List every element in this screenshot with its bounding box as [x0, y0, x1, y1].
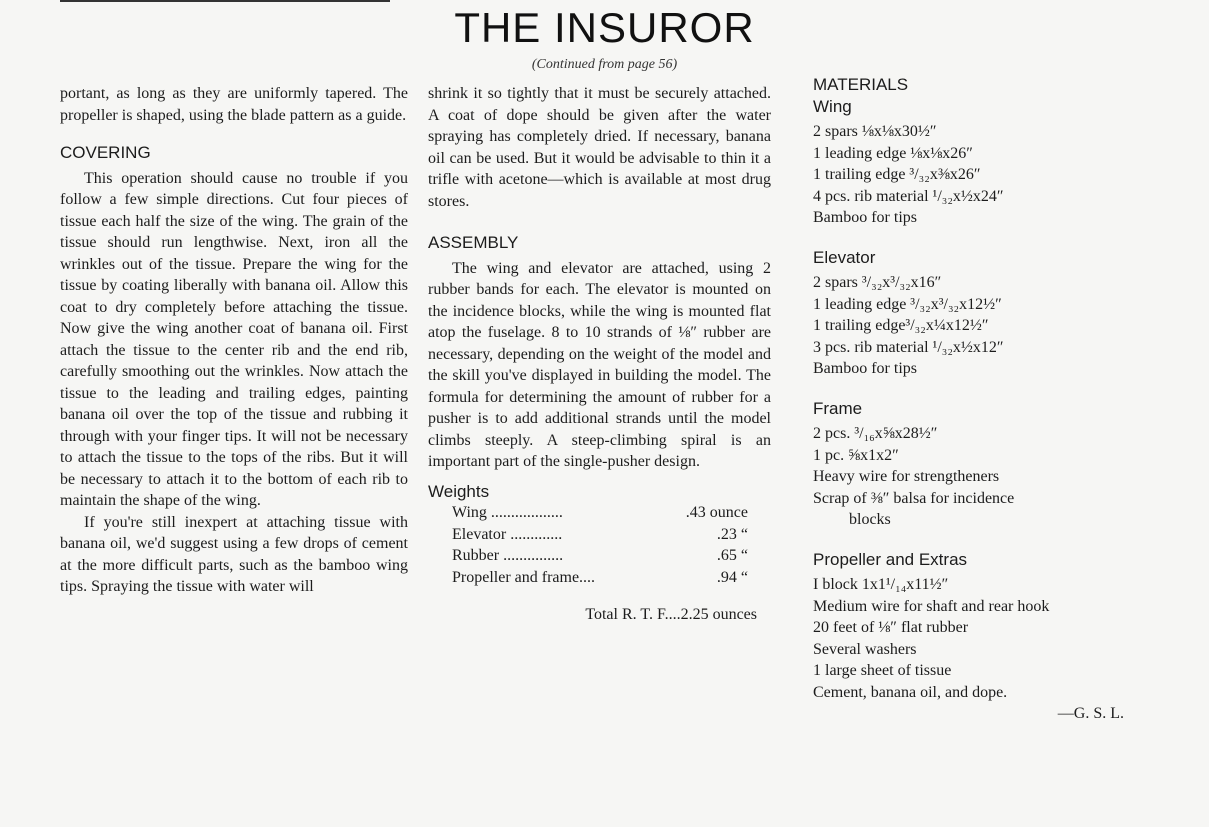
- material-line: Bamboo for tips: [813, 360, 917, 377]
- frame-heading: Frame: [813, 398, 863, 418]
- material-line: I block 1x1¹/₁₄x11½″: [813, 576, 949, 593]
- weights-row: [452, 545, 748, 567]
- top-rule: [60, 0, 390, 2]
- continued-note: (Continued from page 56): [531, 57, 678, 72]
- material-line: 2 spars ³/₃₂x³/₃₂x16″: [813, 274, 942, 291]
- weights-row: [452, 502, 748, 524]
- weights-table: [428, 481, 771, 626]
- paragraph: If you're still inexpert at attaching tissue with banana oil, we'd suggest using a few drops of cement at the more difficult parts, such as the bamboo wing tips. Spraying the tissue with water will: [60, 513, 408, 595]
- column-right: [813, 74, 1128, 725]
- weight-value: .23 “: [716, 525, 748, 543]
- material-line: 1 trailing edge ³/₃₂x⅜x26″: [813, 166, 981, 183]
- material-line: 1 leading edge ⅛x⅛x26″: [813, 144, 973, 162]
- material-line: 4 pcs. rib material ¹/₃₂x½x24″: [813, 187, 1004, 205]
- paragraph: The wing and elevator are attached, using 2 rubber bands for each. The elevator is mounted on the incidence blocks, while the wing is mounted flat atop the fuselage. 8 to 10 strands of ⅛″ rubber are necessary, depending on the weight of the model and the skill you've displayed in building the model. The formula for determining the amount of rubber for a pusher is to add additional strands until the model climbs steeply. A steep-climbing spiral is an important part of the single-pusher design.: [428, 259, 771, 470]
- page-title: THE INSUROR: [454, 4, 755, 51]
- material-line: 1 pc. ⅝x1x2″: [813, 446, 899, 464]
- weight-label: Elevator .............: [452, 525, 563, 543]
- column-middle: [428, 83, 771, 626]
- material-line: Bamboo for tips: [813, 209, 917, 226]
- weight-label: Wing ..................: [452, 504, 563, 521]
- paragraph: This operation should cause no trouble if you follow a few simple directions. Cut four pieces of tissue each half the size of the wing. The grain of the tissue should run lengthwise. Next, iron all the wrinkles out of the tissue. Prepare the wing for the tissue by coating liberally with banana oil. Allow this coat to dry completely before attaching the tissue. Now give the wing another coat of banana oil. First attach the tissue to the center rib and the end rib, carefully smoothing out the wrinkles. Now attach the tissue to the leading and trailing edges, painting banana oil over the top of the tissue and rubbing it through with your finger tips. It will not be necessary to attach the tissue to the tops of the ribs. But it will be necessary to attach it to the bottom of each rib to maintain the shape of the wing.: [60, 169, 408, 509]
- paragraph: portant, as long as they are uniformly tapered. The propeller is shaped, using the blade pattern as a guide.: [60, 85, 408, 124]
- wing-heading: Wing: [813, 96, 852, 116]
- materials-heading: MATERIALS: [813, 75, 909, 94]
- weights-heading: Weights: [428, 481, 490, 501]
- material-line: 1 trailing edge³/₃₂x¼x12½″: [813, 317, 989, 334]
- propeller-heading: Propeller and Extras: [813, 549, 968, 569]
- material-line: blocks: [849, 511, 891, 528]
- material-line: 3 pcs. rib material ¹/₃₂x½x12″: [813, 338, 1004, 356]
- material-line: Medium wire for shaft and rear hook: [813, 597, 1050, 615]
- section-heading-assembly: ASSEMBLY: [428, 233, 519, 252]
- weight-label: Propeller and frame....: [452, 568, 596, 586]
- material-line: Heavy wire for strengtheners: [813, 468, 1000, 485]
- weight-value: .65 “: [716, 547, 748, 564]
- paragraph: shrink it so tightly that it must be securely attached. A coat of dope should be given after the water spraying has completely dried. If necessary, banana oil can be used. But it would be advisable to thin it a trifle with acetone—which is available at most drug stores.: [428, 85, 771, 210]
- material-line: 1 large sheet of tissue: [813, 662, 952, 679]
- material-line: Cement, banana oil, and dope.: [813, 683, 1008, 701]
- section-heading-covering: COVERING: [60, 143, 151, 162]
- material-line: 2 pcs. ³/₁₆x⅝x28½″: [813, 425, 938, 442]
- material-line: 1 leading edge ³/₃₂x³/₃₂x12½″: [813, 295, 1002, 313]
- weight-label: Rubber ...............: [452, 547, 564, 564]
- weights-row: [452, 524, 748, 546]
- material-line: 20 feet of ⅛″ flat rubber: [813, 619, 969, 636]
- column-left: [60, 83, 408, 598]
- weights-total: Total R. T. F....2.25 ounces: [585, 606, 757, 623]
- elevator-heading: Elevator: [813, 247, 876, 267]
- weight-value: .94 “: [716, 568, 748, 586]
- material-line: 2 spars ⅛x⅛x30½″: [813, 123, 937, 140]
- signature: —G. S. L.: [1057, 705, 1124, 722]
- weight-value: .43 ounce: [685, 504, 748, 521]
- weights-row: [452, 567, 748, 589]
- material-line: Several washers: [813, 640, 917, 658]
- material-line: Scrap of ⅜″ balsa for incidence: [813, 489, 1015, 507]
